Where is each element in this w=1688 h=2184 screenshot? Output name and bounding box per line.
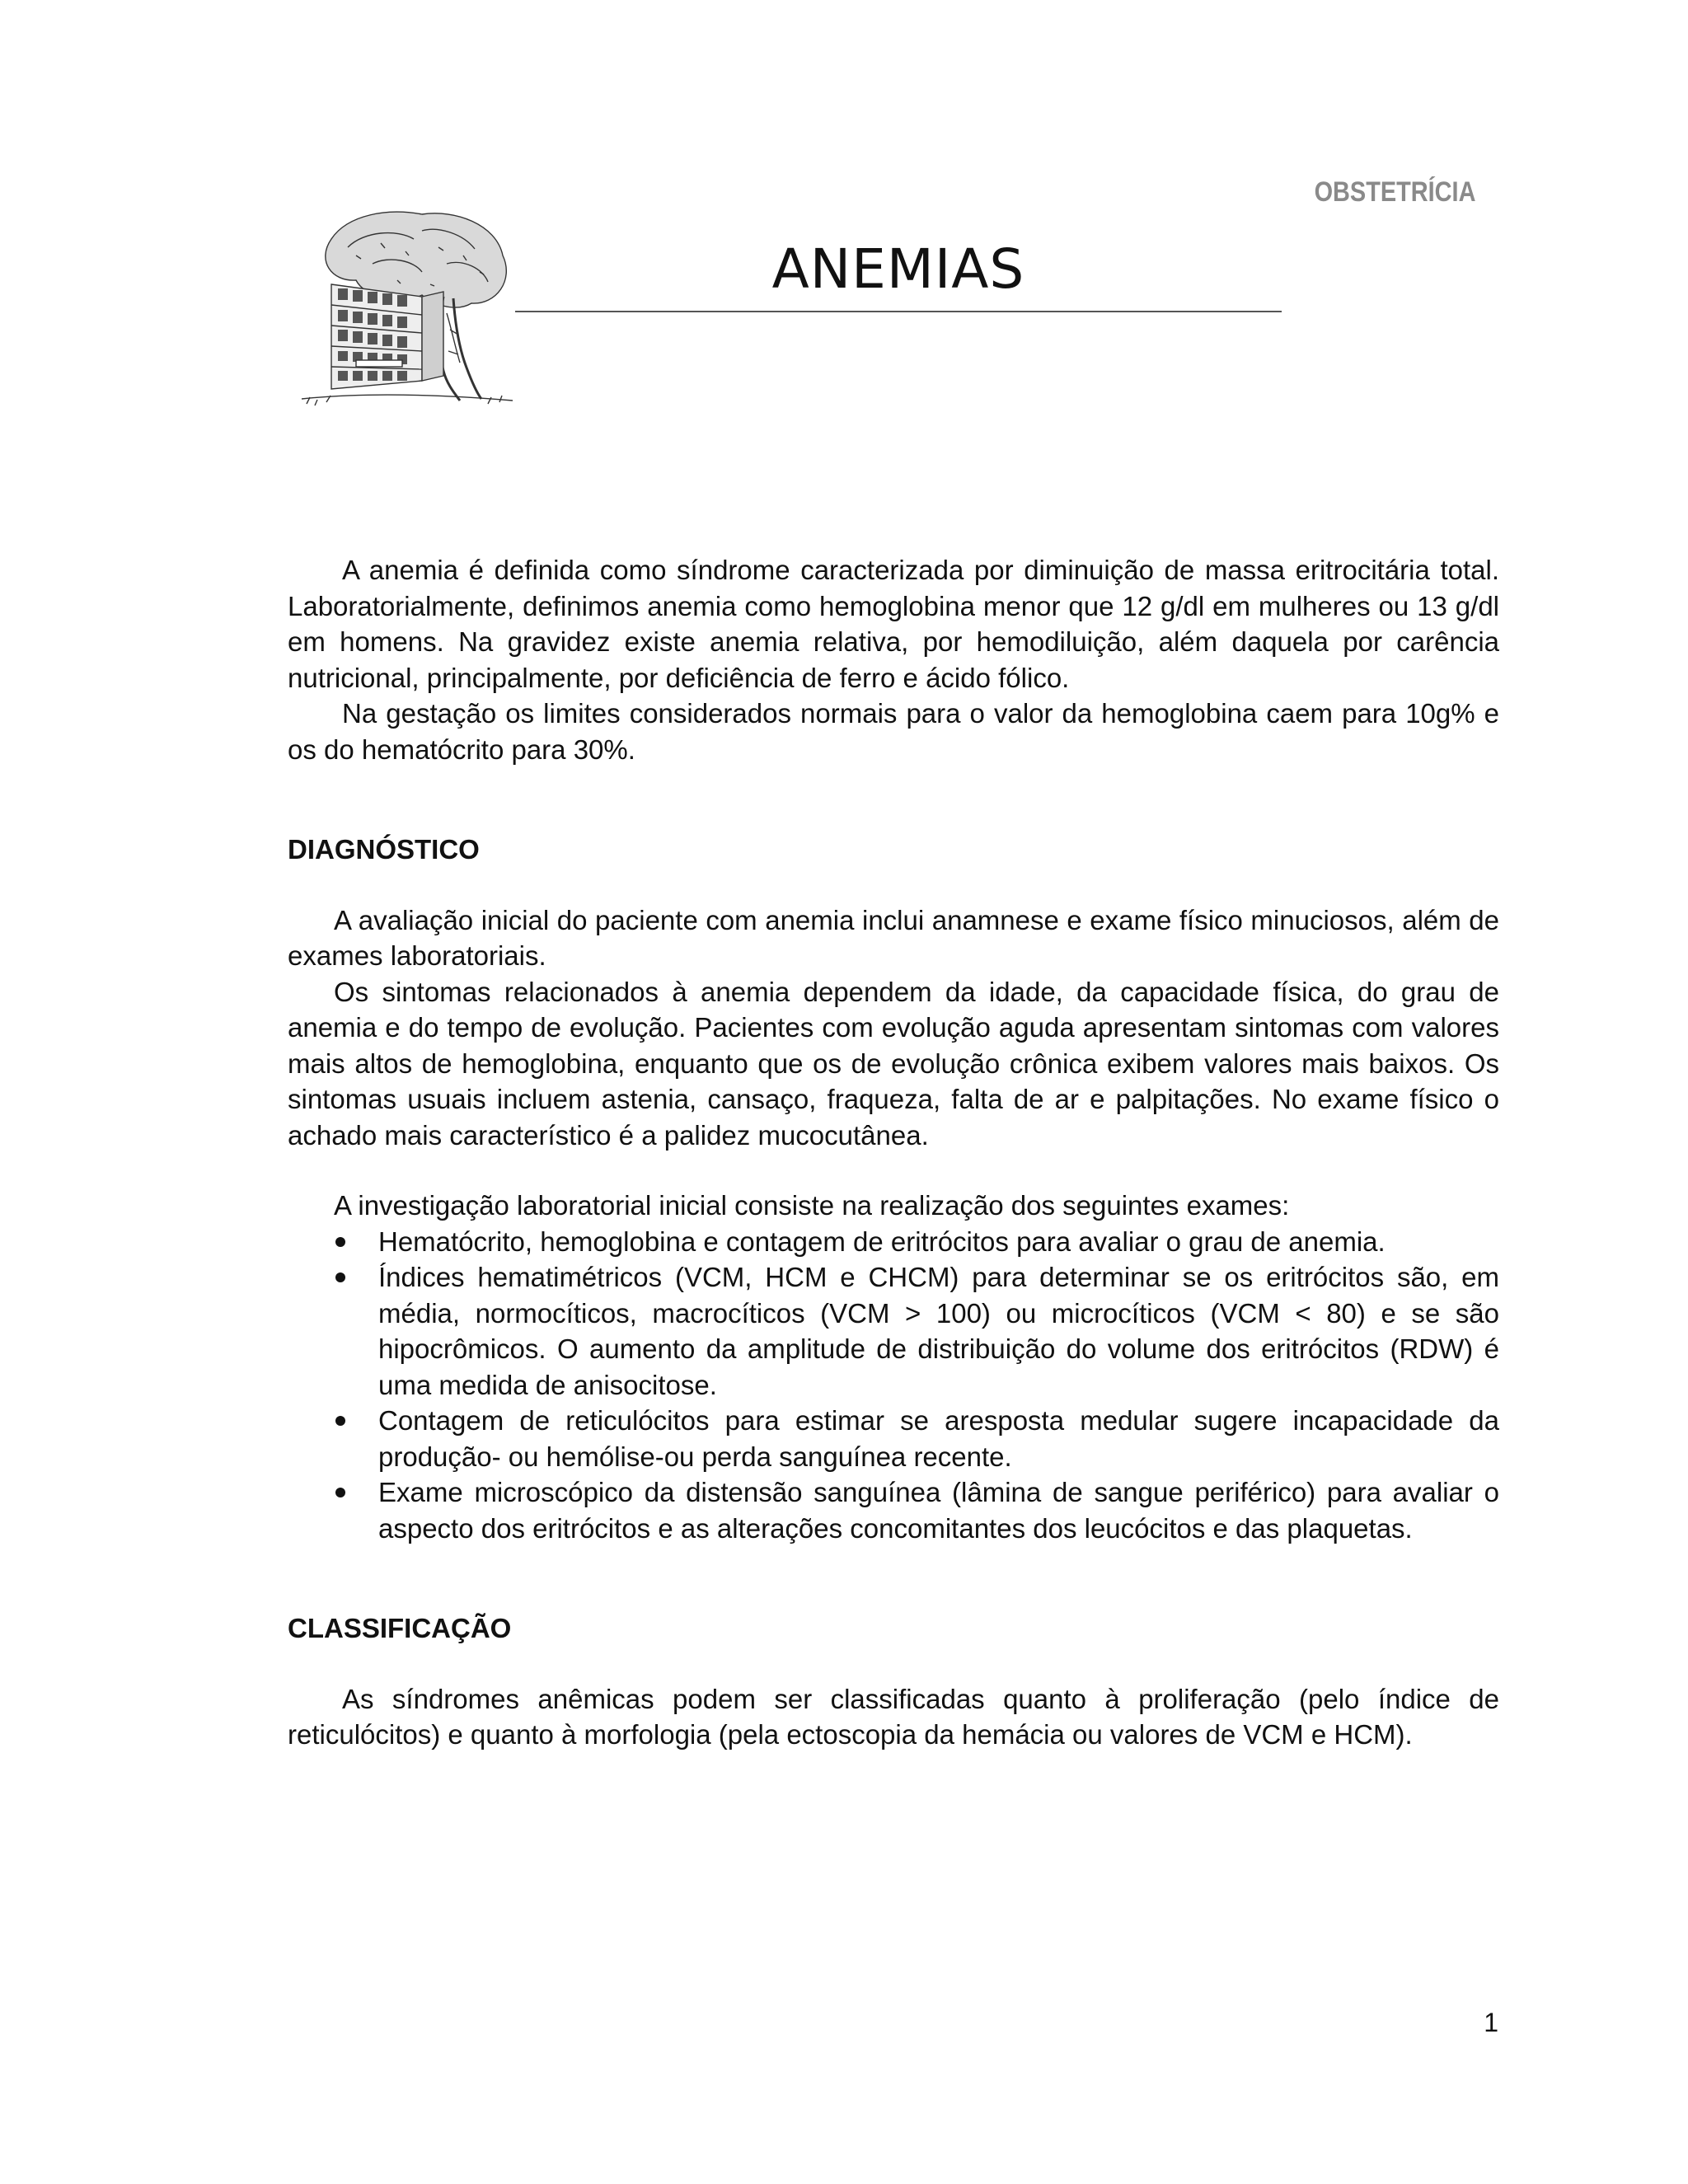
section-label: OBSTETRÍCIA xyxy=(1314,176,1475,208)
bullet-icon xyxy=(335,1416,345,1426)
diagnostico-paragraph: A avaliação inicial do paciente com anemia inclui anamnese e exame físico minuciosos, além de exames laboratoriais. xyxy=(288,904,1499,971)
diagnostico-paragraph: Os sintomas relacionados à anemia dependem da idade, da capacidade física, do grau de anemia e do tempo de evolução. Pacientes com evolução aguda apresentam sintomas com valores mais altos de hemoglobina, enquanto que os de evolução crônica exibem valores mais baixos. Os sintomas usuais incluem astenia, cansaço, fraqueza, falta de ar e palpitações. No exame físico o achado mais característico é a palidez mucocutânea. xyxy=(288,976,1499,1151)
bullet-icon xyxy=(335,1272,345,1282)
intro-paragraph: A anemia é definida como síndrome caracterizada por diminuição de massa eritrocitária total. Laboratorialmente, definimos anemia como hemoglobina menor que 12 g/dl em mulheres ou 13 g/dl em homens. Na gravidez existe anemia relativa, por hemodiluição, além daquela por carência nutricional, principalmente, por deficiência de ferro e ácido fólico. xyxy=(288,555,1499,693)
list-item xyxy=(288,1224,1499,1260)
page-title: ANEMIAS xyxy=(771,237,1025,301)
page-number: 1 xyxy=(1484,2008,1498,2037)
classificacao-paragraph: As síndromes anêmicas podem ser classificadas quanto à proliferação (pelo índice de reticulócitos) e quanto à morfologia (pela ectoscopia da hemácia ou valores de VCM e HCM). xyxy=(288,1683,1499,1750)
list-item xyxy=(288,1403,1499,1474)
list-item-text: Exame microscópico da distensão sanguínea (lâmina de sangue periférico) para avaliar o aspecto dos eritrócitos e as alterações concomitantes dos leucócitos e das plaquetas. xyxy=(378,1477,1499,1544)
title-underline xyxy=(515,311,1282,312)
list-item-text: Índices hematimétricos (VCM, HCM e CHCM) para determinar se os eritrócitos são, em média, normocíticos, macrocíticos (VCM > 100) ou microcíticos (VCM < 80) e se são hipocrômicos. O aumento da amplitude de distribuição do volume dos eritrócitos (RDW) é uma medida de anisocitose. xyxy=(378,1262,1499,1400)
list-item xyxy=(288,1474,1499,1546)
bullet-icon xyxy=(335,1488,345,1497)
intro-paragraph: Na gestação os limites considerados normais para o valor da hemoglobina caem para 10g% e os do hematócrito para 30%. xyxy=(288,698,1499,765)
diagnostico-heading: DIAGNÓSTICO xyxy=(288,834,480,865)
exams-lead: A investigação laboratorial inicial consiste na realização dos seguintes exames: xyxy=(334,1190,1290,1221)
list-item-text: Contagem de reticulócitos para estimar se aresposta medular sugere incapacidade da produção- ou hemólise-ou perda sanguínea recente. xyxy=(378,1405,1499,1472)
list-item-text: Hematócrito, hemoglobina e contagem de eritrócitos para avaliar o grau de anemia. xyxy=(378,1226,1386,1257)
list-item xyxy=(288,1259,1499,1403)
document-body xyxy=(288,552,1499,1753)
classificacao-heading: CLASSIFICAÇÃO xyxy=(288,1613,512,1643)
bullet-icon xyxy=(335,1237,345,1247)
hospital-logo-icon xyxy=(298,206,516,410)
exams-list xyxy=(288,1224,1499,1547)
